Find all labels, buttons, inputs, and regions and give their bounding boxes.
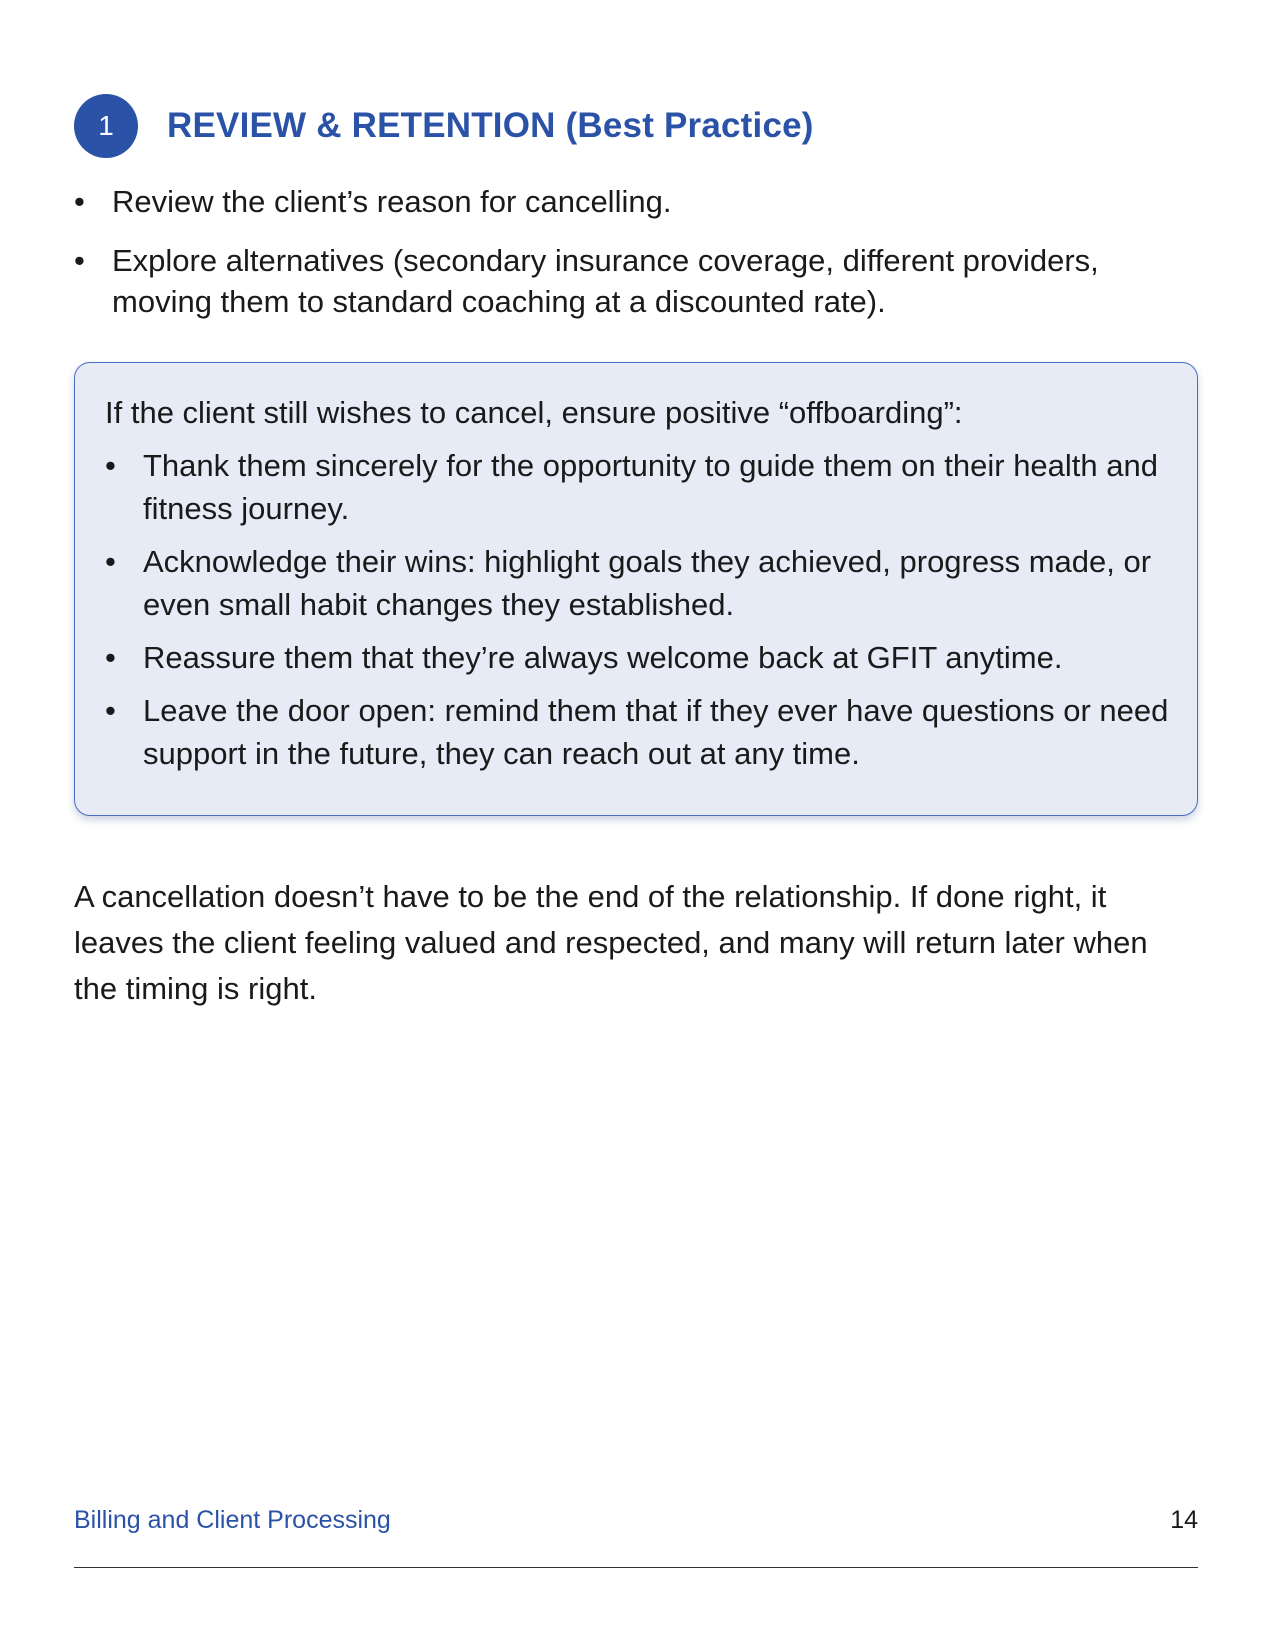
list-item bbox=[105, 444, 1169, 530]
footer-divider bbox=[74, 1567, 1198, 1568]
list-item-text: Leave the door open: remind them that if they ever have questions or need support in the future, they can reach out at any time. bbox=[143, 693, 1169, 771]
list-item bbox=[105, 540, 1169, 626]
step-number-badge: 1 bbox=[74, 94, 138, 158]
page-number: 14 bbox=[1170, 1506, 1198, 1534]
list-item bbox=[105, 689, 1169, 775]
list-item-text: Explore alternatives (secondary insurance coverage, different providers, moving them to standard coaching at a discounted rate). bbox=[112, 243, 1099, 319]
list-item-text: Thank them sincerely for the opportunity to guide them on their health and fitness journey. bbox=[143, 448, 1158, 526]
list-item-text: Review the client’s reason for cancelling. bbox=[112, 184, 672, 219]
bullet-icon: • bbox=[105, 693, 116, 728]
bullet-icon: • bbox=[105, 640, 116, 675]
closing-paragraph: A cancellation doesn’t have to be the end of the relationship. If done right, it leaves the client feeling valued and respected, and many will return later when the timing is right. bbox=[74, 879, 1148, 1006]
list-item-text: Reassure them that they’re always welcome back at GFIT anytime. bbox=[143, 640, 1063, 675]
review-steps-list bbox=[74, 181, 1194, 340]
bullet-icon: • bbox=[105, 448, 116, 483]
list-item bbox=[74, 240, 1194, 322]
callout-intro: If the client still wishes to cancel, ensure positive “offboarding”: bbox=[105, 395, 963, 430]
list-item bbox=[105, 636, 1169, 679]
offboarding-list bbox=[105, 444, 1169, 775]
offboarding-callout-box bbox=[74, 362, 1198, 816]
bullet-icon: • bbox=[74, 243, 85, 278]
list-item-text: Acknowledge their wins: highlight goals they achieved, progress made, or even small habit changes they established. bbox=[143, 544, 1152, 622]
section-title: REVIEW & RETENTION (Best Practice) bbox=[167, 106, 814, 145]
bullet-icon: • bbox=[74, 184, 85, 219]
footer-document-title: Billing and Client Processing bbox=[74, 1506, 391, 1534]
bullet-icon: • bbox=[105, 544, 116, 579]
section-header bbox=[74, 94, 814, 158]
list-item bbox=[74, 181, 1194, 222]
